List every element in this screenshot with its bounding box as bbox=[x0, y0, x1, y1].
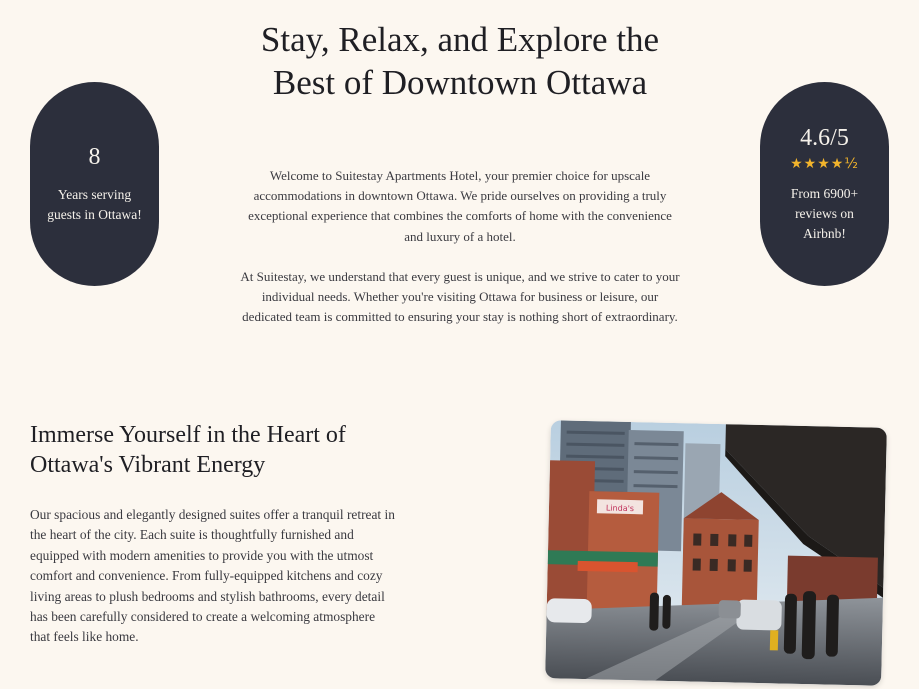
years-value: 8 bbox=[88, 143, 101, 170]
rating-value: 4.6/5 bbox=[800, 124, 849, 151]
hero-paragraph-2: At Suitestay, we understand that every guest is unique, and we strive to cater to your individual needs. Whether you're visiting Ottawa for business or leisure, our dedicated team is committed to ensuring your stay is nothing short of extraordinary. bbox=[240, 269, 680, 325]
ottawa-street-photo bbox=[545, 420, 887, 686]
years-stat-badge bbox=[30, 82, 159, 286]
hero-title: Stay, Relax, and Explore the Best of Downtown Ottawa bbox=[260, 20, 660, 102]
section-title: Immerse Yourself in the Heart of Ottawa's Vibrant Energy bbox=[30, 422, 346, 478]
rating-label: From 6900+ reviews on Airbnb! bbox=[790, 185, 859, 241]
rating-stat-badge bbox=[760, 82, 889, 286]
section-paragraph: Our spacious and elegantly designed suites offer a tranquil retreat in the heart of the city. Each suite is thoughtfully furnished and equipped with modern amenities to provide you with the utmost comfort and convenience. From fully-equipped kitchens and cozy living areas to plush bedrooms and stylish bathrooms, every detail has been carefully considered to create a welcoming atmosphere that feels like home. bbox=[30, 507, 395, 645]
street-scene-illustration bbox=[545, 420, 887, 686]
star-rating-icon: ★★★★½ bbox=[790, 155, 859, 172]
photo-sign-text: Linda's bbox=[605, 503, 635, 514]
years-label: Years serving guests in Ottawa! bbox=[47, 186, 142, 222]
hero-paragraph-1: Welcome to Suitestay Apartments Hotel, your premier choice for upscale accommodations in downtown Ottawa. We pride ourselves on providing a truly exceptional experience that combines the comforts of home with the convenience and luxury of a hotel. bbox=[248, 168, 672, 244]
